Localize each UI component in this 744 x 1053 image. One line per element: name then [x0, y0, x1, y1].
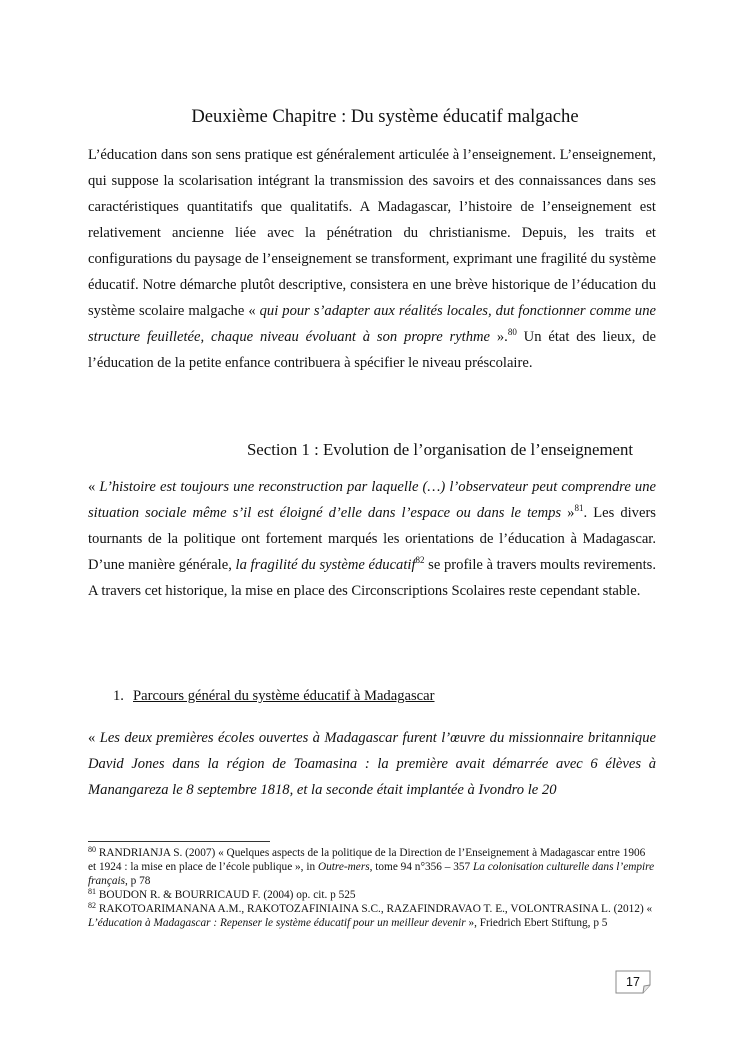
- footnote-reference: 82: [415, 555, 425, 565]
- quote-paragraph: [88, 725, 656, 803]
- text-run: RANDRIANJA S. (2007) « Quelques aspects de la politique de la Direction de l’Enseignement à Madagascar entre 1906 et 1924 : la mise en place de l’école publique », in: [88, 847, 646, 874]
- text-run: », Friedrich Ebert Stiftung, p 5: [465, 917, 608, 930]
- footnote-80: [88, 846, 656, 888]
- footnote-reference: 82: [88, 901, 96, 911]
- text-run: »: [561, 505, 575, 521]
- italic-text: qui pour s’adapter aux réalités locales, dut fonctionner comme une structure feuilletée, chaque niveau évoluant à son propre rythme: [88, 303, 656, 345]
- italic-text: Outre-mers: [317, 861, 370, 874]
- text-run: Un état des lieux, de l’éducation de la petite enfance contribuera à spécifier le niveau préscolaire.: [88, 329, 657, 371]
- text-run: RAKOTOARIMANANA A.M., RAKOTOZAFINIAINA S.C., RAZAFINDRAVAO T. E., VOLONTRASINA L. (2012) «: [96, 903, 653, 916]
- text-run: , tome 94 n°356 – 357: [369, 861, 473, 874]
- footnote-separator: [88, 841, 270, 842]
- italic-text: la fragilité du système éducatif: [235, 557, 416, 573]
- page-number: [615, 970, 651, 994]
- intro-paragraph: [88, 142, 656, 376]
- text-run: L’éducation dans son sens pratique est généralement articulée à l’enseignement. L’enseignement, qui suppose la scolarisation intégrant la transmission des savoirs et des connaissances dans ses caractéristiques quantitatifs que qualitatifs. A Madagascar, l’histoire de l’enseignement est relativement ancienne liée avec la pénétration du christianisme. Depuis, les traits et configurations du paysage de l’enseignement se transforment, exprimant une fragilité du système éducatif. Notre démarche plutôt descriptive, consistera en une brève historique de l’éducation du système scolaire malgache «: [88, 147, 656, 319]
- subsection-number: 1.: [113, 688, 124, 704]
- page-number-text: 17: [626, 975, 640, 989]
- footnotes: [88, 846, 656, 931]
- italic-text: L’éducation à Madagascar : Repenser le système éducatif pour un meilleur devenir: [88, 917, 466, 930]
- footnote-reference: 81: [574, 503, 584, 513]
- text-run: se profile à travers moults revirements. A travers cet historique, la mise en place des Circonscriptions Scolaires reste cependant stable.: [88, 557, 656, 599]
- italic-text: L’histoire est toujours une reconstruction par laquelle (…) l’observateur peut comprendre une situation sociale même s’il est éloigné d’elle dans l’espace ou dans le temps: [88, 479, 656, 521]
- text-run: BOUDON R. & BOURRICAUD F. (2004) op. cit. p 525: [96, 889, 356, 902]
- subsection-heading: [113, 686, 434, 706]
- section-paragraph: [88, 474, 656, 604]
- footnote-reference: 80: [507, 327, 517, 337]
- text-run: . Les divers tournants de la politique ont fortement marqués les orientations de l’éducation à Madagascar. D’une manière générale,: [88, 505, 656, 573]
- chapter-title: Deuxième Chapitre : Du système éducatif malgache: [191, 106, 579, 127]
- section-title: Section 1 : Evolution de l’organisation de l’enseignement: [246, 440, 634, 459]
- text-run: «: [88, 730, 100, 746]
- footnote-reference: 80: [88, 845, 96, 854]
- footnote-reference: 81: [88, 887, 96, 897]
- footnote-81: [88, 888, 656, 902]
- italic-text: La colonisation culturelle dans l’empire français: [88, 861, 655, 888]
- text-run: «: [88, 479, 100, 495]
- italic-text: Les deux premières écoles ouvertes à Madagascar furent l’œuvre du missionnaire britannique David Jones dans la région de Toamasina : la première avait démarrée avec 6 élèves à Manangareza le 8 septembre 1818, et la seconde était implantée à Ivondro le 20: [88, 730, 657, 798]
- subsection-title: Parcours général du système éducatif à Madagascar: [133, 688, 435, 704]
- text-run: , p 78: [125, 875, 151, 888]
- footnote-82: [88, 902, 656, 930]
- text-run: ».: [490, 329, 508, 345]
